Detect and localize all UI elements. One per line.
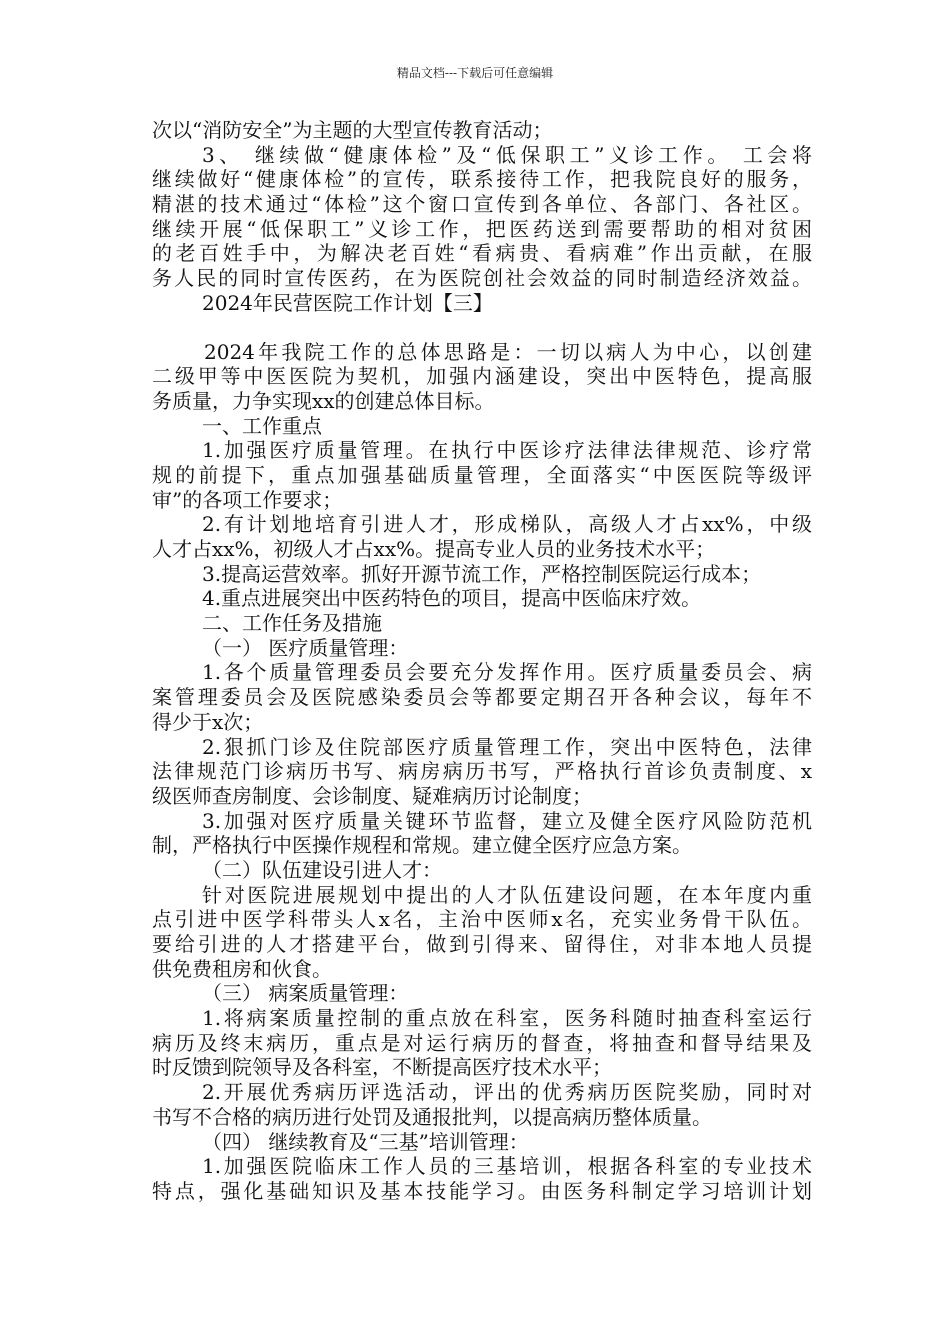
- text-line: 的老百姓手中，为解决老百姓“看病贵、看病难”作出贡献，在服: [152, 241, 812, 266]
- text-line: 务人民的同时宣传医药，在为医院创社会效益的同时制造经济效益。: [152, 266, 812, 291]
- text-line: 要给引进的人才搭建平台，做到引得来、留得住，对非本地人员提: [152, 932, 812, 956]
- text-line: 务质量，力争实现xx的创建总体目标。: [152, 388, 495, 413]
- text-line: 针对医院进展规划中提出的人才队伍建设问题，在本年度内重: [202, 882, 812, 907]
- text-line: 4.重点进展突出中医药特色的项目，提高中医临床疗效。: [202, 586, 702, 611]
- text-line: 2.狠抓门诊及住院部医疗质量管理工作，突出中医特色，法律: [202, 734, 812, 759]
- subsection-heading: （二）队伍建设引进人才：: [202, 857, 442, 882]
- subsection-heading: （四） 继续教育及“三基”培训管理：: [202, 1129, 529, 1154]
- text-line: 审”的各项工作要求；: [152, 487, 343, 512]
- text-line: 病历及终末病历，重点是对运行病历的督查，将抽查和督导结果及: [152, 1030, 812, 1055]
- text-line: 书写不合格的病历进行处罚及通报批判，以提高病历整体质量。: [152, 1104, 712, 1129]
- text-line: 特点，强化基础知识及基本技能学习。由医务科制定学习培训计划: [152, 1178, 812, 1203]
- subsection-heading: （一） 医疗质量管理：: [202, 635, 409, 660]
- text-line: 二级甲等中医医院为契机，加强内涵建设，突出中医特色，提高服: [152, 364, 812, 389]
- text-line: 继续开展“低保职工”义诊工作，把医药送到需要帮助的相对贫困: [152, 216, 812, 241]
- text-line: 得少于x次；: [152, 709, 264, 734]
- blank-line: [152, 316, 812, 340]
- text-line: 案管理委员会及医院感染委员会等都要定期召开各种会议，每年不: [152, 685, 812, 710]
- text-line: 供免费租房和伙食。: [152, 956, 332, 981]
- text-line: 1.加强医疗质量管理。在执行中医诊疗法律法律规范、诊疗常: [202, 438, 812, 463]
- text-line: 3.提高运营效率。抓好开源节流工作，严格控制医院运行成本；: [202, 561, 762, 586]
- document-body: [152, 118, 812, 1204]
- text-line: 1.各个质量管理委员会要充分发挥作用。医疗质量委员会、病: [202, 660, 812, 685]
- text-line: 2024年我院工作的总体思路是：一切以病人为中心，以创建: [204, 339, 812, 364]
- text-line: 1.将病案质量控制的重点放在科室，医务科随时抽查科室运行: [202, 1006, 812, 1031]
- text-line: 继续做好“健康体检”的宣传，联系接待工作，把我院良好的服务，: [152, 167, 812, 192]
- text-line: 制，严格执行中医操作规程和常规。建立健全医疗应急方案。: [152, 833, 692, 858]
- text-line: 级医师查房制度、会诊制度、疑难病历讨论制度；: [152, 783, 592, 808]
- text-line: 点引进中医学科带头人x名，主治中医师x名，充实业务骨干队伍。: [152, 907, 812, 932]
- text-line: 规的前提下，重点加强基础质量管理，全面落实“中医医院等级评: [152, 462, 812, 487]
- text-line: 3、 继续做“健康体检”及“低保职工”义诊工作。 工会将: [202, 142, 812, 167]
- text-line: 次以“消防安全”为主题的大型宣传教育活动；: [152, 118, 553, 142]
- text-line: 3.加强对医疗质量关键环节监督，建立及健全医疗风险防范机: [202, 808, 812, 833]
- text-line: 2.开展优秀病历评选活动，评出的优秀病历医院奖励，同时对: [202, 1080, 812, 1105]
- text-line: 精湛的技术通过“体检”这个窗口宣传到各单位、各部门、各社区。: [152, 192, 812, 217]
- section-heading: 一、工作重点: [202, 413, 322, 438]
- text-line: 2.有计划地培育引进人才，形成梯队，高级人才占xx%，中级: [202, 512, 812, 537]
- section-heading: 2024年民营医院工作计划【三】: [202, 290, 493, 315]
- text-line: 时反馈到院领导及各科室，不断提高医疗技术水平；: [152, 1055, 612, 1080]
- text-line: 人才占xx%，初级人才占xx%。提高专业人员的业务技术水平；: [152, 537, 716, 561]
- subsection-heading: （三） 病案质量管理：: [202, 981, 409, 1006]
- page-header: 精品文档---下载后可任意编辑: [396, 66, 554, 80]
- text-line: 1.加强医院临床工作人员的三基培训，根据各科室的专业技术: [202, 1154, 812, 1179]
- text-line: 法律规范门诊病历书写、病房病历书写，严格执行首诊负责制度、x: [152, 759, 812, 784]
- section-heading: 二、工作任务及措施: [202, 611, 382, 636]
